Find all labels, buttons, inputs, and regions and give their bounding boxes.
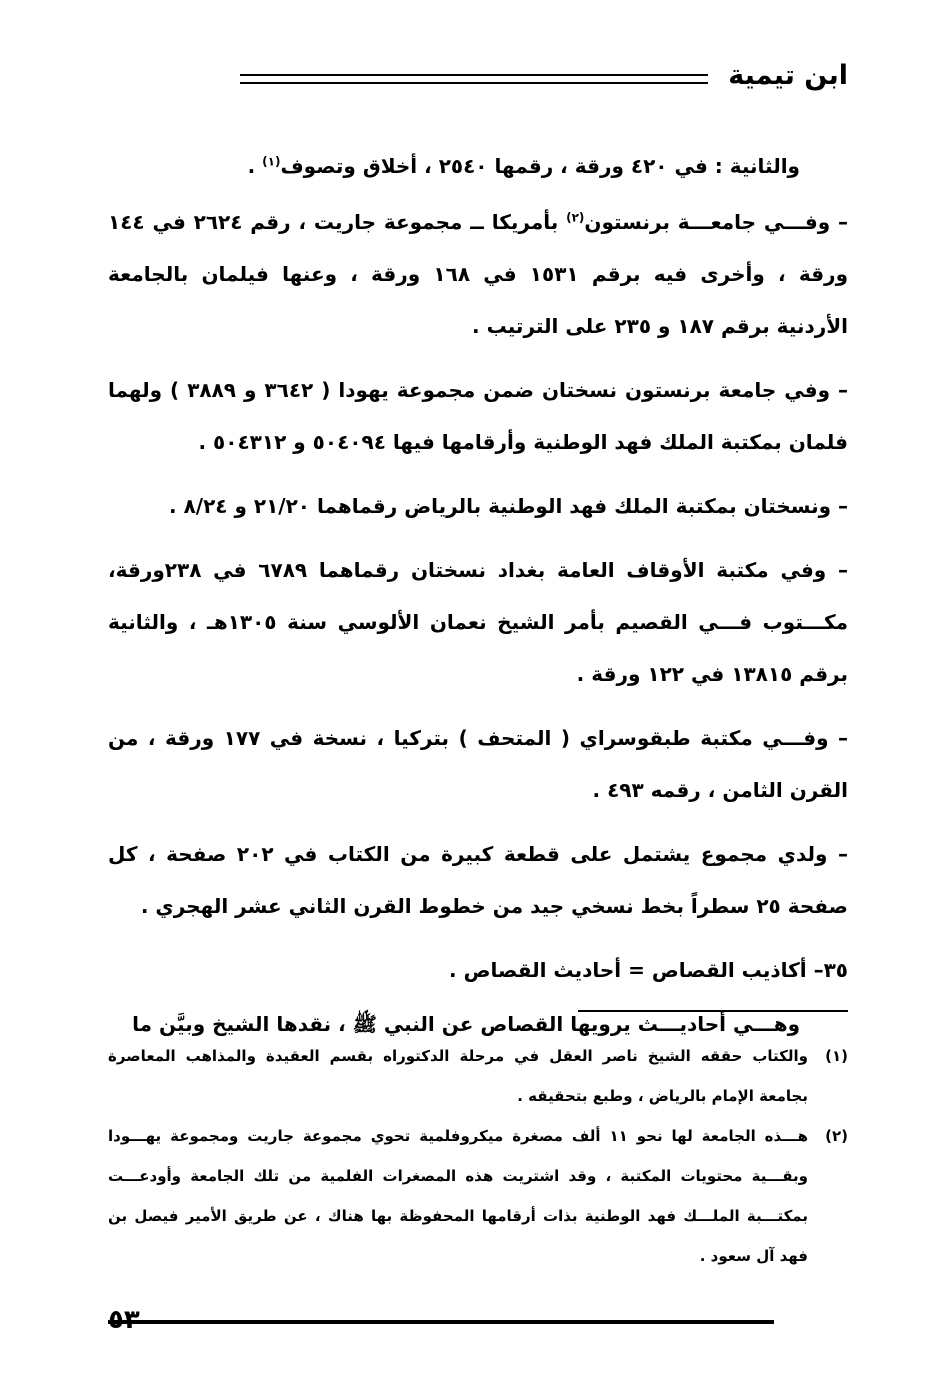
footnote-number: (١) — [825, 1047, 848, 1065]
footnote-number: (٢) — [825, 1127, 848, 1145]
footnotes — [108, 1036, 848, 1276]
paragraph-text: – وفـــي جامعـــة برنستون — [584, 210, 848, 234]
footer-rule — [108, 1320, 774, 1324]
paragraph-topkapi: – وفـــي مكتبة طبقوسراي ( المتحف ) بتركيا ، نسخة في ١٧٧ ورقة ، من القرن الثامن ، رقمه ٤٩٣ . — [108, 726, 849, 802]
footnote-text: هـــذه الجامعة لها نحو ١١ ألف مصغرة ميكروفلمية تحوي مجموعة جاريت ومجموعة يهـــودا وبقـــية محتويات المكتبة ، وقد اشتريت هذه المصغرات الفلمية من تلك الجامعة وأودعـــت بمكتـــبة الملـــك فهد الوطنية بذات أرقامها المحفوظة بها هناك ، عن طريق الأمير فيصل بن فهد آل سعود . — [108, 1127, 808, 1265]
paragraph-qussas: وهـــي أحاديـــث يرويها القصاص عن النبي ﷺ ، نقدها الشيخ وبيَّن ما — [132, 1012, 800, 1036]
section-heading: ٣٥– أكاذيب القصاص = أحاديث القصاص . — [449, 958, 848, 982]
page-number: ٥٣ — [108, 1305, 140, 1335]
paragraph-personal-copy: – ولدي مجموع يشتمل على قطعة كبيرة من الكتاب في ٢٠٢ صفحة ، كل صفحة ٢٥ سطراً بخط نسخي جيد من خطوط القرن الثاني عشر الهجري . — [108, 842, 848, 918]
footnote-1 — [108, 1036, 848, 1116]
header-title: ابن تيمية — [728, 60, 848, 91]
footnote-ref-2: (٢) — [566, 210, 585, 225]
header-double-rule — [240, 74, 708, 84]
footnote-separator — [578, 1010, 848, 1012]
paragraph-text: بأمريكا ــ مجموعة جاريت ، رقم ٢٦٢٤ في ١٤٤ ورقة ، وأخرى فيه برقم ١٥٣١ في ١٦٨ ورقة ، وعنها فيلمان بالجامعة الأردنية برقم ١٨٧ و ٢٣٥ على الترتيب . — [108, 210, 848, 338]
paragraph-princeton — [108, 196, 848, 352]
paragraph-text: والثانية : في ٤٢٠ ورقة ، رقمها ٢٥٤٠ ، أخلاق وتصوف — [280, 154, 800, 178]
main-text — [108, 140, 848, 1062]
paragraph-awqaf-baghdad: – وفي مكتبة الأوقاف العامة بغداد نسختان رقماهما ٦٧٨٩ في ٢٣٨ورقة، مكـــتوب فـــي القصيم بأمر الشيخ نعمان الألوسي سنة ١٣٠٥هـ ، والثانية برقم ١٣٨١٥ في ١٢٢ ورقة . — [108, 558, 849, 686]
paragraph-princeton-yahuda: – وفي جامعة برنستون نسختان ضمن مجموعة يهودا ( ٣٦٤٢ و ٣٨٨٩ ) ولهما فلمان بمكتبة الملك فهد الوطنية وأرقامها فيها ٥٠٤٠٩٤ و ٥٠٤٣١٢ . — [108, 378, 848, 454]
footnote-2 — [108, 1116, 848, 1276]
footnote-text: والكتاب حققه الشيخ ناصر العقل في مرحلة الدكتوراه بقسم العقيدة والمذاهب المعاصرة بجامعة الإمام بالرياض ، وطبع بتحقيقه . — [108, 1047, 808, 1105]
paragraph-second-copy — [108, 140, 848, 192]
paragraph-end: . — [247, 154, 263, 178]
footnote-ref-1: (١) — [262, 154, 281, 169]
paragraph-king-fahd: – ونسختان بمكتبة الملك فهد الوطنية بالرياض رقماهما ٢١/٢٠ و ٨/٢٤ . — [169, 494, 848, 518]
running-header — [108, 56, 848, 96]
page-footer — [108, 1302, 848, 1338]
